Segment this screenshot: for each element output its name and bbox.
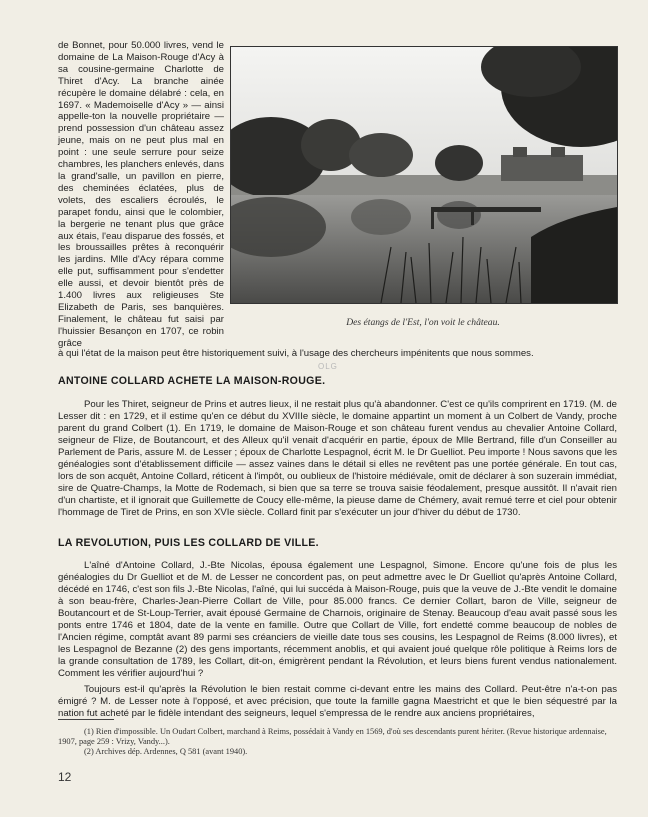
footnotes [58, 727, 618, 757]
section-collard-body [58, 399, 617, 519]
chateau-photo [230, 46, 618, 304]
section-collard-paragraph: Pour les Thiret, seigneur de Prins et autres lieux, il ne restait plus qu'à abandonner. C'est ce qu'ils comprirent en 1719. (M. de Lesser dit : en 1729, et il estime qu'en ce début du XVIIIe siècle, le domaine appartint un moment à un Colbert de Vandy, proche parent du grand Colbert (1). En 1719, le domaine de Maison-Rouge et son château furent vendus au chevalier Antoine Collard, seigneur de Flize, de Boutancourt, et des Alleux qu'il venait d'acquérir en partie, époux de Mlle Bertrand, fille d'un Conseiller au Parlement de Paris, assure M. de Lesser ; époux de Charlotte Lespagnol, écrit M. le Dr Guelliot. Peu importe ! Nous savons que les généalogies sont d'établissement difficile — assez vaines dans le détail si elles ne revêtent pas une portée générale. En tout cas, lors de son acquêt, Antoine Collard, réticent à l'impôt, ou oublieux de l'histoire médiévale, omit de déclarer à son suzerain immédiat, sire de Quatre-Champs, la Motte de Rodemach, si bien que sa terre se trouva saisie féodalement, presque aussitôt. Il n'avait rien d'un chartiste, et il ignorait que Guillemette de Coucy elle-même, la pieuse dame de Chémery, avait remué terre et ciel pour obtenir l'hommage de Tiret de Prins, en son XVIe siècle. Collard finit par s'exécuter un jour d'hiver du début de 1730. [58, 399, 617, 518]
section-title-collard: ANTOINE COLLARD ACHETE LA MAISON-ROUGE. [58, 375, 326, 387]
footnote-2: (2) Archives dép. Ardennes, Q 581 (avant 1940). [84, 747, 248, 756]
section-revolution-paragraph-1: L'aîné d'Antoine Collard, J.-Bte Nicolas, épousa également une Lespagnol, Simone. Encore qu'une fois de plus les généalogies du Dr Guelliot et de M. de Lesser ne concordent pas, on peut admettre avec le Dr Guelliot qu'après Antoine Collard, décédé en 1746, c'est son fils J.-Bte Nicolas, l'aîné, qui lui succéda à Maison-Rouge, puis que la veuve de J.-Bte vendit le domaine à son beau-frère, Charles-Jean-Pierre Collart de Ville, pour 85.000 francs. Ce dernier Collart, baron de Ville, seigneur de Boutancourt et de St-Loup-Terrier, avait épousé Germaine de Charnois, originaire de Stenay. Beaucoup d'eau avait passé sous les ponts entre 1746 et 1804, date de la vente en famille. Outre que Collart de Ville, fort endetté comme beaucoup de nobles de l'Ancien régime, comptât avant 89 parmi ses créanciers de vieille date tous ses cousins, les Lespagnol de Reims (8.000 livres), et les Lespagnol de Bezanne (2) des gens importants, récemment anoblis, et qui avaient joué quelque rôle politique à Reims lors de la grande consultation de 1789, les Collart, dit-on, émigrèrent pendant la Révolution, et leurs biens furent vendus nationalement. Comment les vérifier aujourd'hui ? [58, 560, 617, 679]
photo-caption: Des étangs de l'Est, l'on voit le château. [346, 317, 500, 328]
page-number: 12 [58, 770, 72, 784]
left-column-paragraph: de Bonnet, pour 50.000 livres, vend le domaine de La Maison-Rouge d'Acy à sa cousine-germaine Charlotte de Thiret d'Acy. La branche ainée récupère le domaine délabré : cela, en 1697. « Mademoiselle d'Acy » — ainsi appelle-ton la nouvelle propriétaire — prend possession d'un château assez jeune, mais on ne peut plus mal en point : une seule serrure pour seize chambres, les planchers enlevés, dans la grand'salle, un pavillon en pierre, des cheminées éclatées, plus de volets, des escaliers écroulés, le parapet fondu, ainsi que le colombier, la bergerie ne tenant plus que grâce aux étais, l'eau disparue des fossés, et les broussailles prêtes à reconquérir les jardins. Mlle d'Acy répara comme elle put, suffisamment pour s'endetter elle aussi, et devoir bientôt près de 1.400 livres aux religieuses Ste Elizabeth de Paris, ses banquières. Finalement, le château fut saisi par l'huissier Besançon en 1707, ce robin grâce [58, 40, 224, 349]
footnote-divider [58, 719, 114, 720]
footnote-1: (1) Rien d'impossible. Un Oudart Colbert, marchand à Reims, possédait à Vandy en 1569, d'où ses descendants purent hériter. (Revue historique ardennaise, 1907, page 259 : Vrizy, Vandy...). [58, 727, 607, 746]
watermark-logo: OLG [318, 362, 338, 371]
section-revolution-body [58, 560, 617, 720]
section-title-revolution: LA REVOLUTION, PUIS LES COLLARD DE VILLE. [58, 537, 319, 549]
pond-landscape-image [231, 47, 617, 303]
left-column-continuation: à qui l'état de la maison peut être historiquement suivi, à l'usage des chercheurs impénitents que nous sommes. [58, 348, 534, 359]
left-column-text [58, 40, 224, 350]
section-revolution-paragraph-2: Toujours est-il qu'après la Révolution le bien restait comme ci-devant entre les mains des Collard. Peut-être n'a-t-on pas émigré ? M. de Lesser note à l'opposé, et avec précision, que toute la famille gagna Maestricht et que le bien séquestré par la nation fut acheté par le fidèle intendant des seigneurs, lequel s'empressa de le rendre aux anciens propriétaires, [58, 684, 617, 719]
